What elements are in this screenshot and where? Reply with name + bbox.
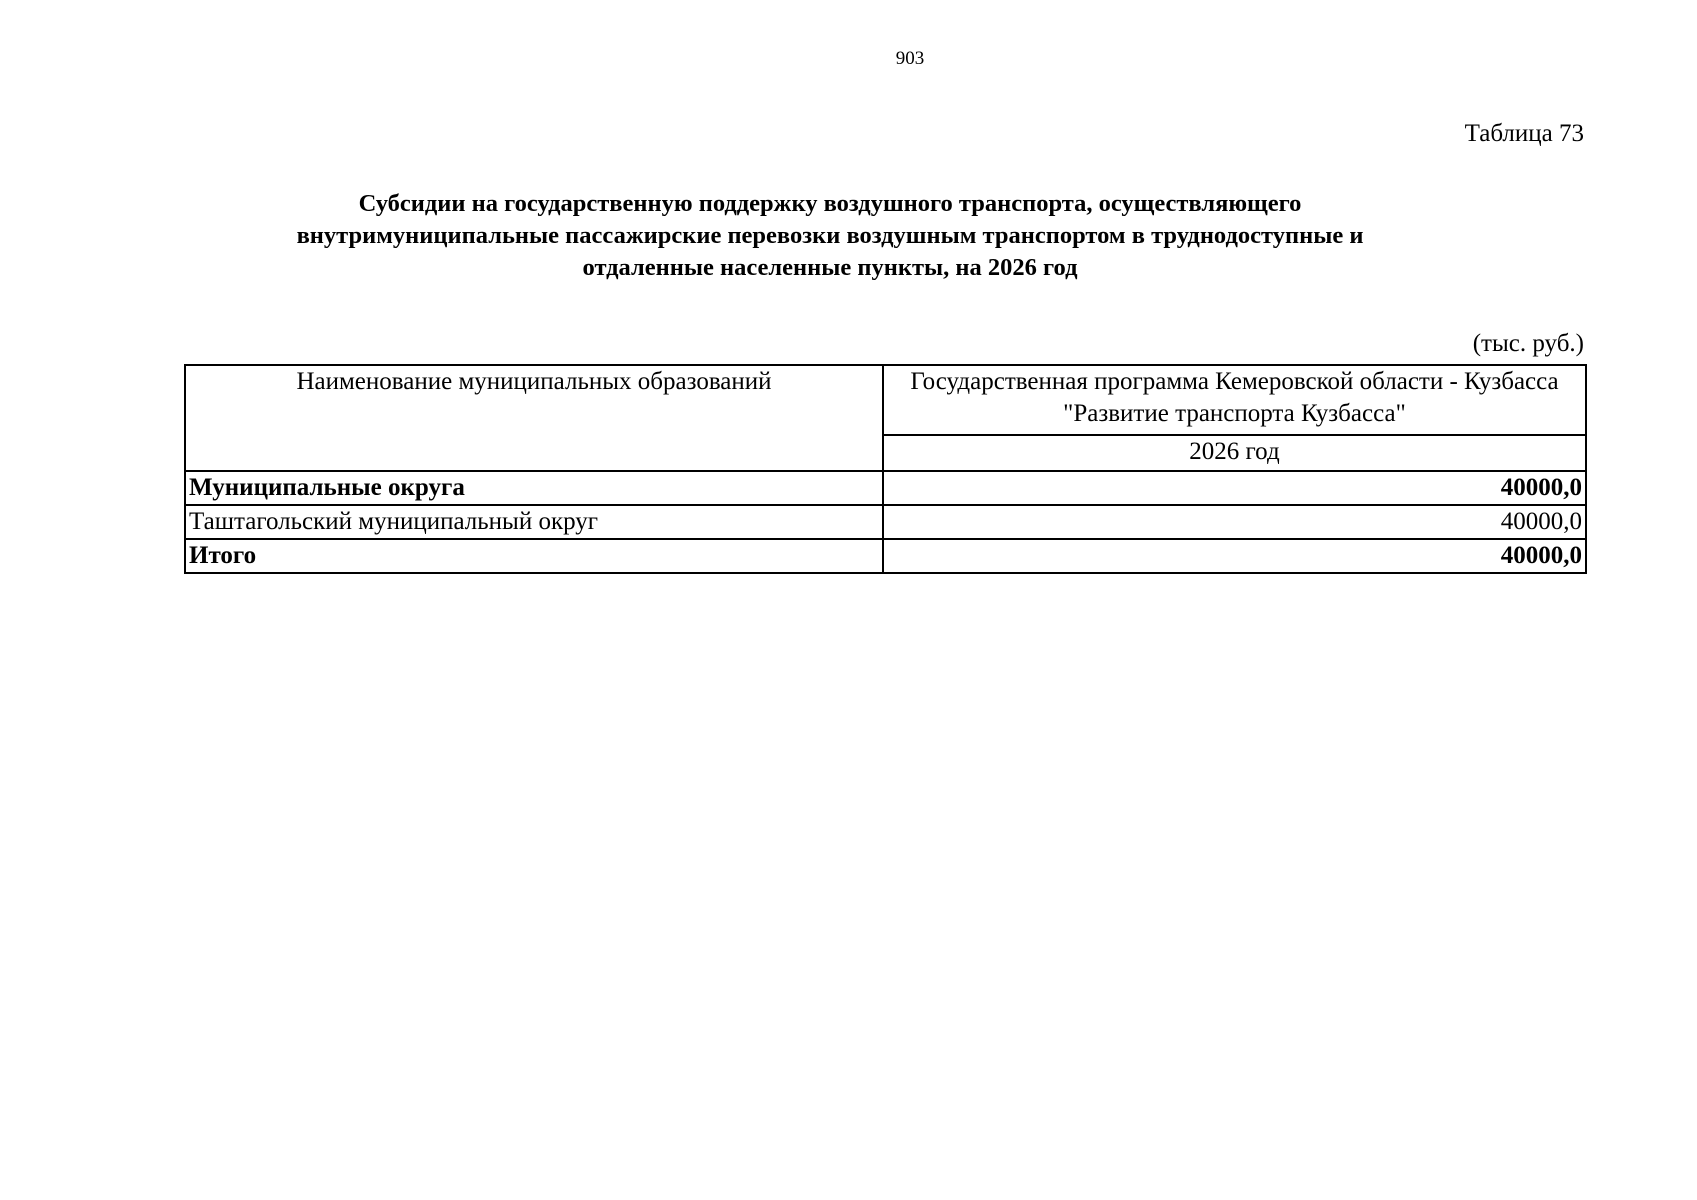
row-value: 40000,0 xyxy=(883,505,1586,539)
title-line: Субсидии на государственную поддержку воздушного транспорта, осуществляющего xyxy=(358,190,1302,217)
title-line: внутримуниципальные пассажирские перевозки воздушным транспортом в труднодоступные и xyxy=(296,222,1364,249)
subsidy-table xyxy=(184,364,1587,574)
header-year-column: 2026 год xyxy=(883,435,1586,471)
page-number: 903 xyxy=(895,48,925,69)
document-title xyxy=(270,188,1390,284)
table-label: Таблица 73 xyxy=(1464,120,1584,147)
units-label: (тыс. руб.) xyxy=(1472,330,1584,357)
table-row xyxy=(185,539,1586,573)
title-line: отдаленные населенные пункты, на 2026 год xyxy=(582,254,1078,281)
table-header-row xyxy=(185,365,1586,435)
program-line: "Развитие транспорта Кузбасса" xyxy=(1063,400,1406,427)
program-line: Государственная программа Кемеровской области - Кузбасса xyxy=(910,368,1559,395)
row-name: Таштагольский муниципальный округ xyxy=(185,505,883,539)
row-value: 40000,0 xyxy=(883,539,1586,573)
table-row xyxy=(185,471,1586,505)
row-value: 40000,0 xyxy=(883,471,1586,505)
header-program-column xyxy=(883,365,1586,435)
table-row xyxy=(185,505,1586,539)
row-name: Итого xyxy=(185,539,883,573)
header-name-column: Наименование муниципальных образований xyxy=(185,365,883,471)
row-name: Муниципальные округа xyxy=(185,471,883,505)
